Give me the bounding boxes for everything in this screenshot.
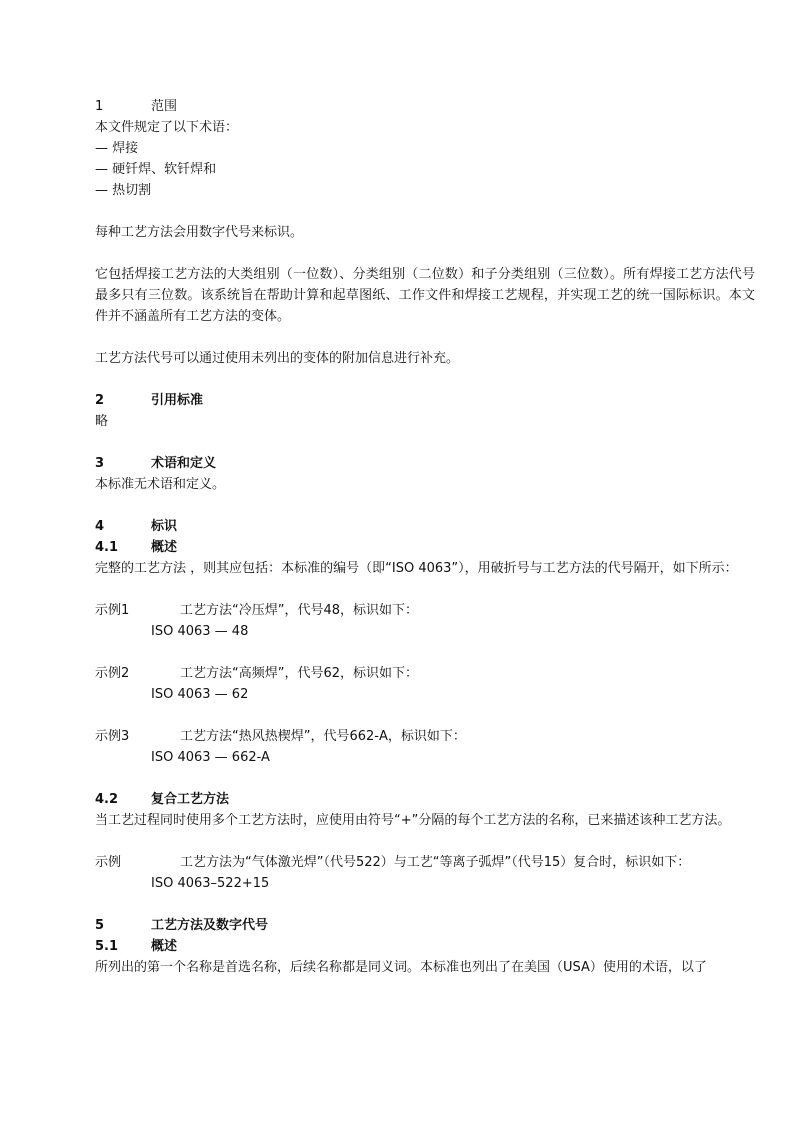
list-item: — 热切割 <box>95 183 152 198</box>
subsection-title: 复合工艺方法 <box>151 792 230 807</box>
paragraph: 当工艺过程同时使用多个工艺方法时，应使用由符号“+”分隔的每个工艺方法的名称，已来描述该种工艺方法。 <box>95 813 731 828</box>
section-number: 4 <box>95 519 105 534</box>
example-text: 工艺方法“热风热楔焊”，代号662-A，标识如下： <box>180 729 466 744</box>
section-1-heading <box>95 96 755 117</box>
subsection-4-1-heading <box>95 537 755 558</box>
example-label: 示例3 <box>95 729 130 744</box>
section-5-heading <box>95 915 755 936</box>
paragraph: 本文件规定了以下术语： <box>95 120 239 135</box>
section-number: 5 <box>95 918 105 933</box>
subsection-title: 概述 <box>151 540 178 555</box>
section-title: 范围 <box>151 99 178 114</box>
example-composite <box>95 852 755 873</box>
paragraph: 完整的工艺方法 ，则其应包括：本标准的编号（即“ISO 4063”），用破折号与工艺方法的代号隔开，如下所示： <box>95 561 738 576</box>
subsection-5-1-heading <box>95 936 755 957</box>
example-label: 示例1 <box>95 603 130 618</box>
section-2-heading <box>95 390 755 411</box>
example-code: ISO 4063 — 62 <box>151 687 249 702</box>
paragraph: 本标准无术语和定义。 <box>95 477 226 492</box>
subsection-number: 5.1 <box>95 939 119 954</box>
section-number: 1 <box>95 99 104 114</box>
paragraph: 略 <box>95 414 109 429</box>
example-code: ISO 4063 — 662-A <box>151 750 270 765</box>
paragraph: 它包括焊接工艺方法的大类组别（一位数）、分类组别（二位数）和子分类组别（三位数）。所有焊接工艺方法代号最多只有三位数。该系统旨在帮助计算和起草图纸、工作文件和焊接工艺规程，并实现工艺的统一国际标识。本文件并不涵盖所有工艺方法的变体。 <box>95 267 755 324</box>
example-label: 示例 <box>95 855 122 870</box>
list-item: — 焊接 <box>95 141 139 156</box>
section-title: 标识 <box>151 519 178 534</box>
subsection-number: 4.1 <box>95 540 119 555</box>
document-body <box>95 96 755 978</box>
section-title: 术语和定义 <box>151 456 217 471</box>
section-number: 2 <box>95 393 105 408</box>
section-title: 工艺方法及数字代号 <box>151 918 269 933</box>
list-item: — 硬钎焊、软钎焊和 <box>95 162 217 177</box>
subsection-number: 4.2 <box>95 792 119 807</box>
subsection-title: 概述 <box>151 939 178 954</box>
paragraph: 工艺方法代号可以通过使用未列出的变体的附加信息进行补充。 <box>95 351 460 366</box>
example-2 <box>95 663 755 684</box>
example-label: 示例2 <box>95 666 130 681</box>
section-title: 引用标准 <box>151 393 204 408</box>
example-code: ISO 4063 — 48 <box>151 624 249 639</box>
subsection-4-2-heading <box>95 789 755 810</box>
example-text: 工艺方法为“气体激光焊”（代号522）与工艺“等离子弧焊”（代号15）复合时，标识如下： <box>180 855 691 870</box>
example-code: ISO 4063–522+15 <box>151 876 270 891</box>
example-text: 工艺方法“冷压焊”，代号48，标识如下： <box>180 603 419 618</box>
paragraph: 所列出的第一个名称是首选名称，后续名称都是同义词。本标准也列出了在美国（USA）使用的术语，以了 <box>95 960 707 975</box>
example-3 <box>95 726 755 747</box>
paragraph: 每种工艺方法会用数字代号来标识。 <box>95 225 304 240</box>
example-text: 工艺方法“高频焊”，代号62，标识如下： <box>180 666 419 681</box>
section-3-heading <box>95 453 755 474</box>
example-1 <box>95 600 755 621</box>
section-number: 3 <box>95 456 105 471</box>
section-4-heading <box>95 516 755 537</box>
